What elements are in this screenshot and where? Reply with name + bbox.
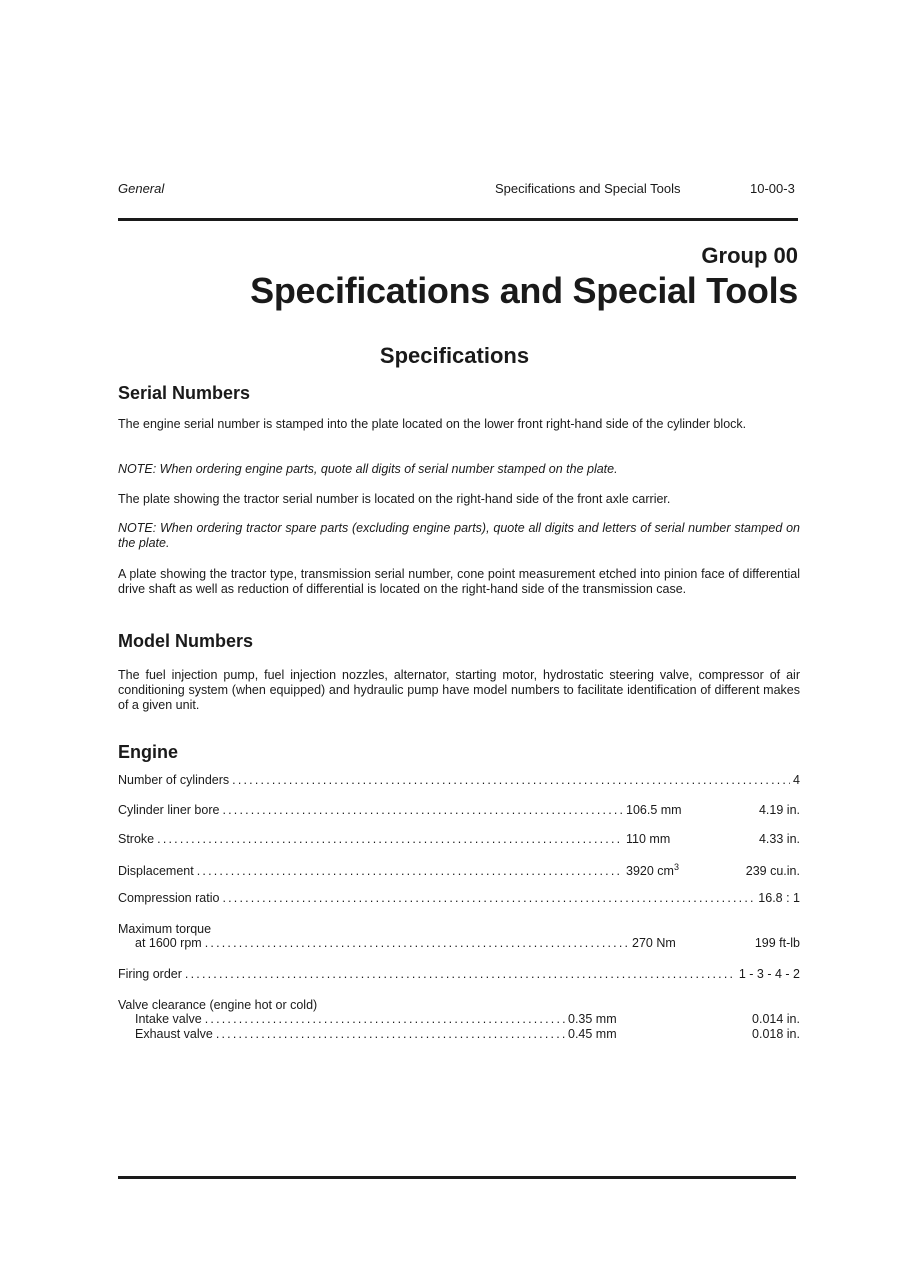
torque-label: Maximum torque <box>118 922 212 936</box>
page-number: 10-00-3 <box>750 181 795 196</box>
spec-imperial: 239 cu.in. <box>745 864 800 879</box>
page-title: Specifications and Special Tools <box>250 270 798 311</box>
spec-row-firing <box>118 967 800 983</box>
spec-value: 4 <box>793 773 800 787</box>
spec-row-displacement <box>118 862 800 878</box>
serial-note-1: NOTE: When ordering engine parts, quote all digits of serial number stamped on the plate. <box>118 462 618 476</box>
spec-row-compression <box>118 891 800 907</box>
valve-label: Valve clearance (engine hot or cold) <box>118 998 318 1012</box>
serial-paragraph-3: A plate showing the tractor type, transmission serial number, cone point measurement etched into pinion face of differential drive shaft as well as reduction of differential is located on the right-hand side of the transmission case. <box>118 567 800 596</box>
spec-row-stroke <box>118 832 800 848</box>
spec-metric: 106.5 mm <box>626 803 682 817</box>
spec-value: 1 - 3 - 4 - 2 <box>738 967 800 981</box>
superscript: 3 <box>673 862 679 872</box>
model-paragraph: The fuel injection pump, fuel injection nozzles, alternator, starting motor, hydrostatic steering valve, compressor of air conditioning system (when equipped) and hydraulic pump have model numbers to facilitate identification of different makes of a given unit. <box>118 668 800 712</box>
spec-label: Intake valve <box>135 1012 202 1026</box>
spec-value: 16.8 : 1 <box>758 891 800 905</box>
spec-label: Displacement <box>118 864 194 879</box>
leader-dots <box>222 891 755 905</box>
spec-row-intake <box>135 1012 800 1028</box>
model-numbers-heading: Model Numbers <box>118 631 254 651</box>
spec-label: Cylinder liner bore <box>118 803 220 817</box>
spec-imperial: 199 ft-lb <box>754 936 800 950</box>
leader-dots <box>185 967 736 981</box>
header-rule <box>118 218 798 221</box>
section-title: Specifications <box>379 343 530 368</box>
spec-metric: 0.35 mm <box>568 1012 617 1026</box>
header-title: Specifications and Special Tools <box>495 181 681 196</box>
spec-row-cylinders <box>118 773 800 789</box>
leader-dots <box>197 864 623 878</box>
leader-dots <box>205 1012 565 1026</box>
group-label: Group 00 <box>701 243 798 268</box>
footer-rule <box>118 1176 796 1179</box>
serial-note-2: NOTE: When ordering tractor spare parts (excluding engine parts), quote all digits and letters of serial number stamped on the plate. <box>118 521 800 550</box>
spec-label: Firing order <box>118 967 182 981</box>
serial-paragraph-2: The plate showing the tractor serial number is located on the right-hand side of the front axle carrier. <box>118 492 671 506</box>
leader-dots <box>222 803 623 817</box>
spec-label: at 1600 rpm <box>135 936 202 950</box>
serial-paragraph-1: The engine serial number is stamped into the plate located on the lower front right-hand side of the cylinder block. <box>118 417 747 431</box>
engine-heading: Engine <box>118 742 179 762</box>
spec-row-torque <box>135 936 800 952</box>
spec-row-bore <box>118 803 800 819</box>
spec-metric: 110 mm <box>626 832 671 846</box>
leader-dots <box>157 832 623 846</box>
spec-label: Compression ratio <box>118 891 220 905</box>
leader-dots <box>216 1027 565 1041</box>
spec-label: Exhaust valve <box>135 1027 213 1041</box>
spec-label: Number of cylinders <box>118 773 230 787</box>
spec-imperial: 0.018 in. <box>752 1027 800 1041</box>
spec-metric: 0.45 mm <box>568 1027 617 1041</box>
spec-imperial: 4.33 in. <box>758 832 800 846</box>
spec-label: Stroke <box>118 832 155 846</box>
serial-numbers-heading: Serial Numbers <box>118 383 251 403</box>
spec-row-exhaust <box>135 1027 800 1043</box>
spec-metric: 3920 cm <box>626 864 674 879</box>
leader-dots <box>232 773 790 787</box>
header-section: General <box>118 181 165 196</box>
spec-imperial: 4.19 in. <box>758 803 800 817</box>
spec-metric: 270 Nm <box>632 936 676 950</box>
leader-dots <box>205 936 629 950</box>
spec-imperial: 0.014 in. <box>752 1012 800 1026</box>
